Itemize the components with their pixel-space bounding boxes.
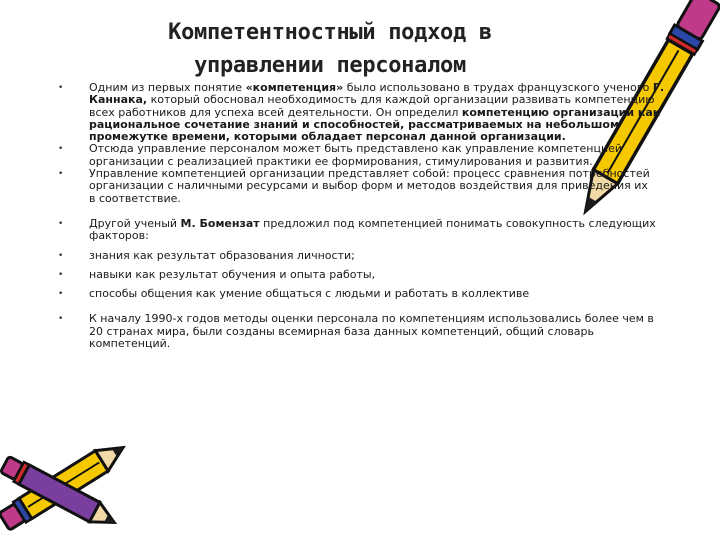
bullet-icon: • bbox=[58, 314, 64, 325]
list-item bbox=[58, 269, 656, 281]
list-item-text: знания как результат образования личности; bbox=[89, 248, 355, 262]
list-item-text: Другой ученый М. Бомензат предложил под компетенцией понимать совокупность следующих факторов: bbox=[89, 216, 656, 243]
title-line-1: Компетентностный подход в bbox=[168, 20, 492, 45]
list-item bbox=[58, 218, 656, 243]
slide-title bbox=[110, 16, 550, 82]
list-item-text: Отсюда управление персоналом может быть представлено как управление компетенцией организации с реализацией практики ее формирования, стимулирования и развития. bbox=[89, 142, 623, 168]
bullet-icon: • bbox=[58, 269, 64, 280]
list-item bbox=[58, 168, 656, 205]
bullet-icon: • bbox=[58, 169, 64, 180]
list-item-text: К началу 1990-х годов методы оценки персонала по компетенциям использовались более чем в 20 странах мира, были созданы всемирная база данных компетенций, общий словарь компетенций. bbox=[89, 312, 654, 351]
bullet-icon: • bbox=[58, 250, 64, 261]
list-item-text: Одним из первых понятие «компетенция» было использовано в трудах французского ученого Г. Каннака, который обосновал необходимость для каждой организации развивать компетенцию всех работников для успеха всей деятельности. Он определил компетенцию организации как рациональное сочетание знаний и способностей, рассматриваемых на небольшом промежутке времени, которыми обладает персонал данной организации. bbox=[89, 81, 665, 144]
bullet-icon: • bbox=[58, 83, 64, 93]
list-item-text: навыки как результат обучения и опыта работы, bbox=[89, 267, 376, 281]
bullet-icon: • bbox=[58, 144, 64, 155]
pencils-icon bbox=[0, 430, 130, 540]
list-item bbox=[58, 250, 656, 262]
bullet-icon: • bbox=[58, 218, 64, 229]
list-item-text: способы общения как умение общаться с людьми и работать в коллективе bbox=[89, 287, 530, 301]
slide-body bbox=[58, 81, 665, 351]
list-item bbox=[58, 143, 656, 168]
bullet-icon: • bbox=[58, 289, 64, 300]
list-item bbox=[58, 81, 665, 144]
list-item-text: Управление компетенцией организации представляет собой: процесс сравнения потребностей организации с наличными ресурсами и выбор форм и методов воздействия для приведения их в соответствие. bbox=[89, 167, 650, 205]
list-item bbox=[58, 288, 656, 300]
list-item bbox=[58, 313, 656, 350]
title-line-2: управлении персоналом bbox=[194, 53, 466, 78]
